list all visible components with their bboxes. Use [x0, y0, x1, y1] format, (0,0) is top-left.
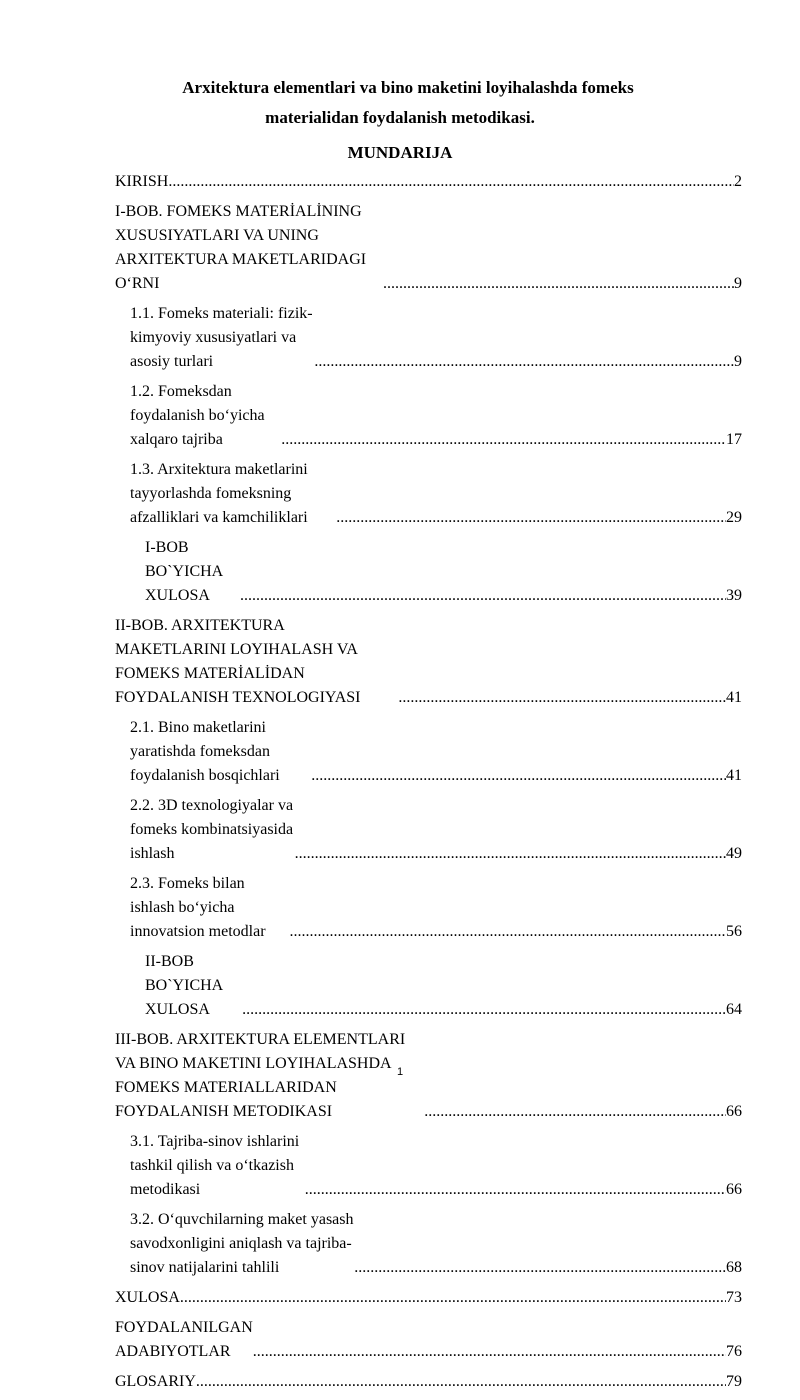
toc-entry[interactable]	[115, 1130, 742, 1202]
dot-leader	[311, 764, 726, 788]
toc-entry-title: II-BOB BO`YICHA XULOSA	[145, 953, 223, 1018]
toc-entry-page: 41	[726, 689, 742, 706]
dot-leader	[383, 272, 734, 296]
toc-entry-title: I-BOB. FOMEKS MATERİALİNING XUSUSIYATLARI VA UNING ARXITEKTURA MAKETLARIDAGI O‘RNI	[115, 203, 367, 292]
toc-entry-page: 56	[726, 923, 742, 940]
toc-entry-title: 1.1. Fomeks materiali: fizik-kimyoviy xususiyatlari va asosiy turlari	[130, 305, 313, 370]
toc-entry-title: KIRISH	[115, 173, 169, 190]
toc-entry[interactable]	[115, 170, 742, 194]
dot-leader	[253, 1340, 726, 1364]
toc-entry-title: XULOSA	[115, 1289, 180, 1306]
toc-entry[interactable]	[115, 950, 742, 1022]
dot-leader	[240, 584, 726, 608]
toc-entry-title: III-BOB. ARXITEKTURA ELEMENTLARI VA BINO MAKETINI LOYIHALASHDA FOMEKS MATERIALLARIDAN FOYDALANISH METODIKASI	[115, 1031, 406, 1120]
toc-entry[interactable]	[115, 458, 742, 530]
toc-entry[interactable]	[115, 716, 742, 788]
document-title	[0, 73, 800, 133]
dot-leader	[168, 170, 734, 194]
toc-entry-page: 49	[726, 845, 742, 862]
toc-entry-title: GLOSARIY	[115, 1373, 196, 1390]
dot-leader	[424, 1100, 726, 1124]
toc-entry-title: 1.2. Fomeksdan foydalanish bo‘yicha xalqaro tajriba	[130, 383, 265, 448]
toc-entry[interactable]	[115, 614, 742, 710]
toc-entry-page: 2	[734, 173, 742, 190]
toc-entry[interactable]	[115, 794, 742, 866]
toc-entry[interactable]	[115, 1370, 742, 1394]
dot-leader	[295, 842, 726, 866]
toc-entry-page: 29	[726, 509, 742, 526]
title-line-2: materialidan foydalanish metodikasi.	[265, 108, 535, 127]
toc-entry-title: I-BOB BO`YICHA XULOSA	[145, 539, 223, 604]
toc-entry-page: 9	[734, 275, 742, 292]
toc-entry-page: 39	[726, 587, 742, 604]
toc-entry-title: II-BOB. ARXITEKTURA MAKETLARINI LOYIHALASH VA FOMEKS MATERİALİDAN FOYDALANISH TEXNOLOGIYASI	[115, 617, 361, 706]
toc-entry-title: 2.3. Fomeks bilan ishlash bo‘yicha innovatsion metodlar	[130, 875, 266, 940]
toc-entry[interactable]	[115, 1286, 742, 1310]
dot-leader	[314, 350, 734, 374]
toc-entry[interactable]	[115, 200, 742, 296]
dot-leader	[305, 1178, 726, 1202]
toc-entry-page: 66	[726, 1181, 742, 1198]
toc-entry[interactable]	[115, 302, 742, 374]
toc-entry-page: 73	[726, 1289, 742, 1306]
toc-entry-title: 2.2. 3D texnologiyalar va fomeks kombinatsiyasida ishlash	[130, 797, 294, 862]
toc-entry-title: 3.1. Tajriba-sinov ishlarini tashkil qilish va o‘tkazish metodikasi	[130, 1133, 300, 1198]
dot-leader	[196, 1370, 726, 1394]
page-number: 1	[396, 1066, 404, 1078]
toc-entry[interactable]	[115, 380, 742, 452]
toc-entry-page: 79	[726, 1373, 742, 1390]
toc-entry-title: 1.3. Arxitektura maketlarini tayyorlashda fomeksning afzalliklari va kamchiliklari	[130, 461, 308, 526]
toc-entry[interactable]	[115, 872, 742, 944]
toc-entry-page: 64	[726, 1001, 742, 1018]
toc-entry-title: FOYDALANILGAN ADABIYOTLAR	[115, 1319, 253, 1360]
toc-entry-page: 76	[726, 1343, 742, 1360]
dot-leader	[180, 1286, 726, 1310]
contents-heading: MUNDARIJA	[347, 143, 453, 162]
toc-entry-page: 66	[726, 1103, 742, 1120]
dot-leader	[281, 428, 726, 452]
toc-entry-page: 9	[734, 353, 742, 370]
dot-leader	[336, 506, 726, 530]
toc-entry[interactable]	[115, 536, 742, 608]
dot-leader	[398, 686, 726, 710]
table-of-contents	[115, 170, 742, 1400]
title-line-1: Arxitektura elementlari va bino maketini loyihalashda fomeks	[182, 78, 634, 97]
toc-entry-page: 68	[726, 1259, 742, 1276]
dot-leader	[354, 1256, 726, 1280]
toc-entry-title: 2.1. Bino maketlarini yaratishda fomeksdan foydalanish bosqichlari	[130, 719, 280, 784]
toc-entry-page: 17	[726, 431, 742, 448]
dot-leader	[242, 998, 726, 1022]
dot-leader	[290, 920, 726, 944]
toc-entry-title: 3.2. O‘quvchilarning maket yasash savodxonligini aniqlash va tajriba-sinov natijalarini tahlili	[130, 1211, 354, 1276]
toc-entry[interactable]	[115, 1316, 742, 1364]
toc-entry-page: 41	[726, 767, 742, 784]
toc-entry[interactable]	[115, 1208, 742, 1280]
